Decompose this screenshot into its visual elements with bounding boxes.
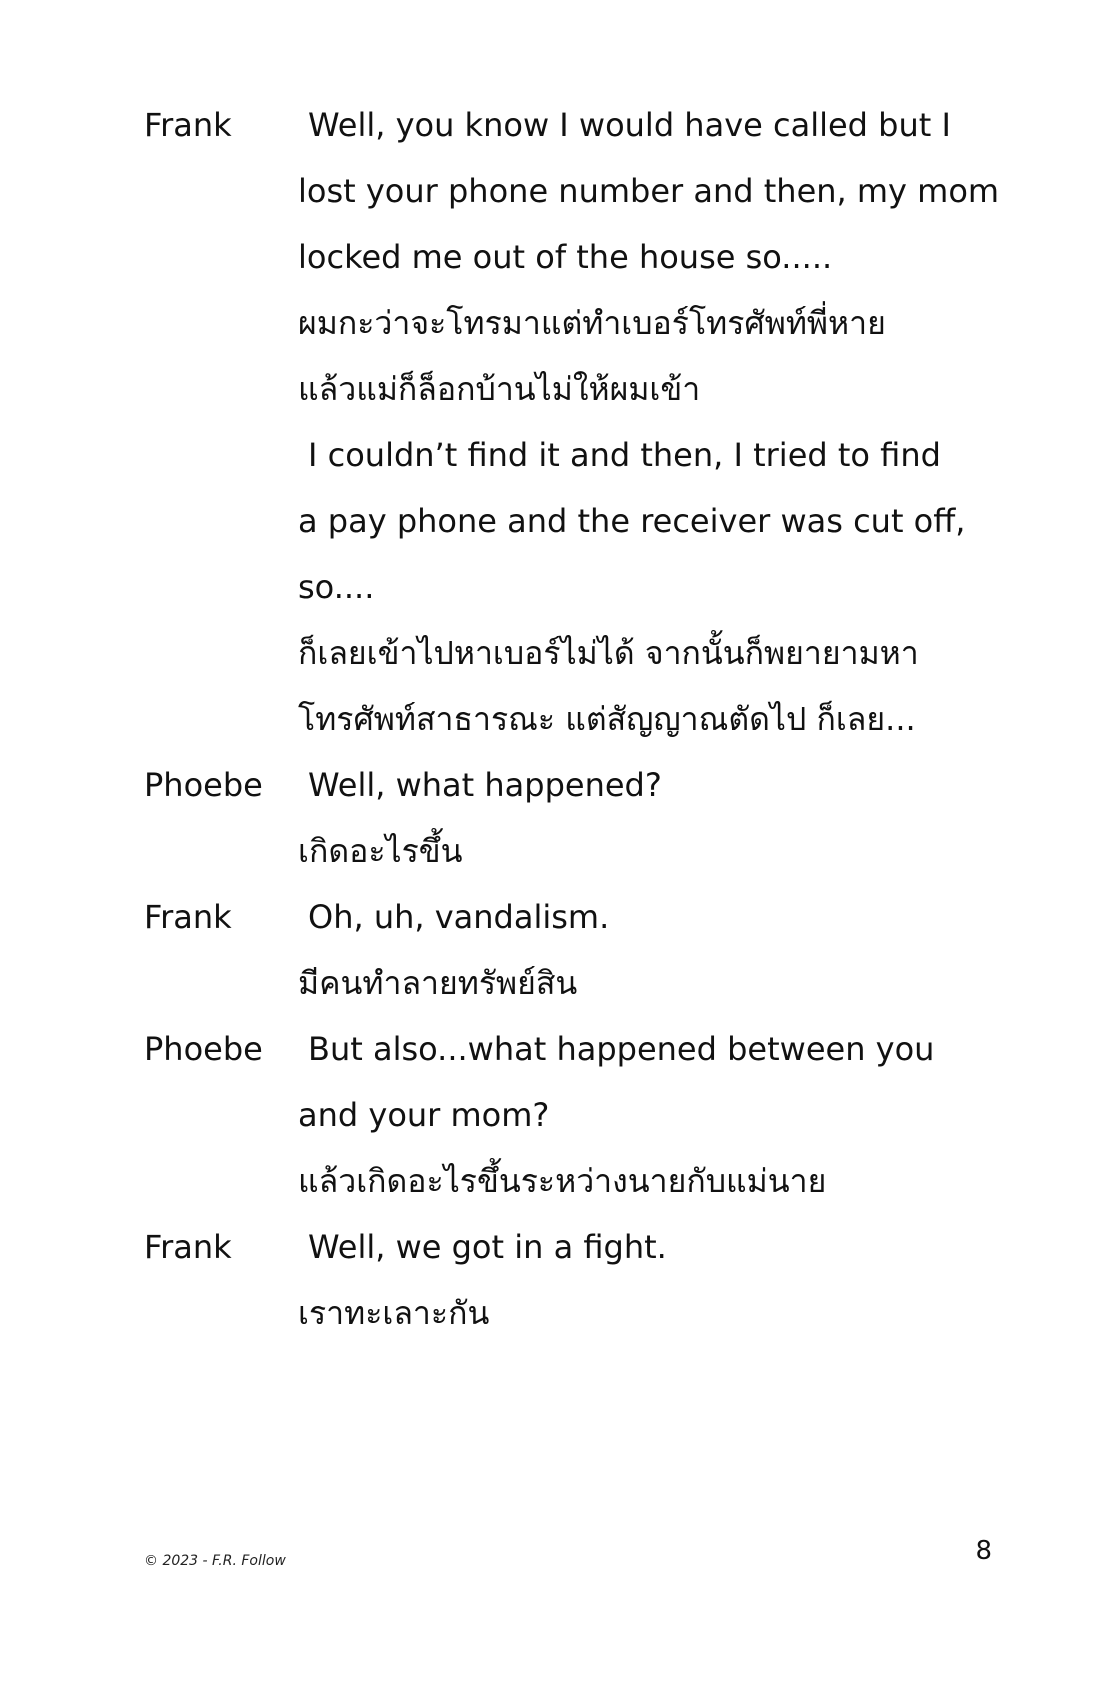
dialogue-line-thai: ผมกะว่าจะโทรมาแต่ทำเบอร์โทรศัพท์พี่หาย: [298, 304, 886, 342]
speaker-name: Frank: [144, 898, 232, 936]
dialogue-lines: [298, 884, 1014, 1016]
dialogue-line: Well, we got in a fight.: [308, 1228, 667, 1266]
dialogue-turn: [144, 1214, 1014, 1346]
dialogue-line: lost your phone number and then, my mom: [298, 172, 1000, 210]
speaker-name: Phoebe: [144, 1030, 263, 1068]
dialogue-turn: [144, 752, 1014, 884]
page-number: 8: [975, 1536, 992, 1566]
speaker-name: Frank: [144, 106, 232, 144]
speaker-name: Frank: [144, 1228, 232, 1266]
dialogue-line: so....: [298, 568, 375, 606]
dialogue-lines: [298, 92, 1014, 752]
dialogue-line-thai: แล้วเกิดอะไรขึ้นระหว่างนายกับแม่นาย: [298, 1162, 827, 1200]
dialogue-lines: [298, 1214, 1014, 1346]
copyright-notice: © 2023 - F.R. Follow: [144, 1553, 286, 1569]
dialogue-line-thai: เกิดอะไรขึ้น: [298, 832, 463, 870]
dialogue-line-thai: ก็เลยเข้าไปหาเบอร์ไม่ได้ จากนั้นก็พยายามหา: [298, 634, 919, 672]
dialogue-turn: [144, 92, 1014, 752]
dialogue-line: Well, what happened?: [308, 766, 662, 804]
dialogue-turn: [144, 884, 1014, 1016]
dialogue-line-thai: โทรศัพท์สาธารณะ แต่สัญญาณตัดไป ก็เลย...: [298, 700, 916, 738]
dialogue-line-thai: แล้วแม่ก็ล็อกบ้านไม่ให้ผมเข้า: [298, 370, 701, 408]
dialogue-lines: [298, 1016, 1014, 1214]
dialogue-line: locked me out of the house so.....: [298, 238, 833, 276]
dialogue-line: Oh, uh, vandalism.: [308, 898, 610, 936]
dialogue-line: a pay phone and the receiver was cut off,: [298, 502, 966, 540]
dialogue-turn: [144, 1016, 1014, 1214]
speaker-name: Phoebe: [144, 766, 263, 804]
dialogue-line: and your mom?: [298, 1096, 550, 1134]
script-dialogue: [144, 92, 1014, 1346]
dialogue-line: Well, you know I would have called but I: [308, 106, 951, 144]
dialogue-lines: [298, 752, 1014, 884]
dialogue-line-thai: มีคนทำลายทรัพย์สิน: [298, 964, 578, 1002]
dialogue-line-thai: เราทะเลาะกัน: [298, 1294, 490, 1332]
dialogue-line: I couldn’t find it and then, I tried to find: [308, 436, 941, 474]
dialogue-line: But also...what happened between you: [308, 1030, 935, 1068]
